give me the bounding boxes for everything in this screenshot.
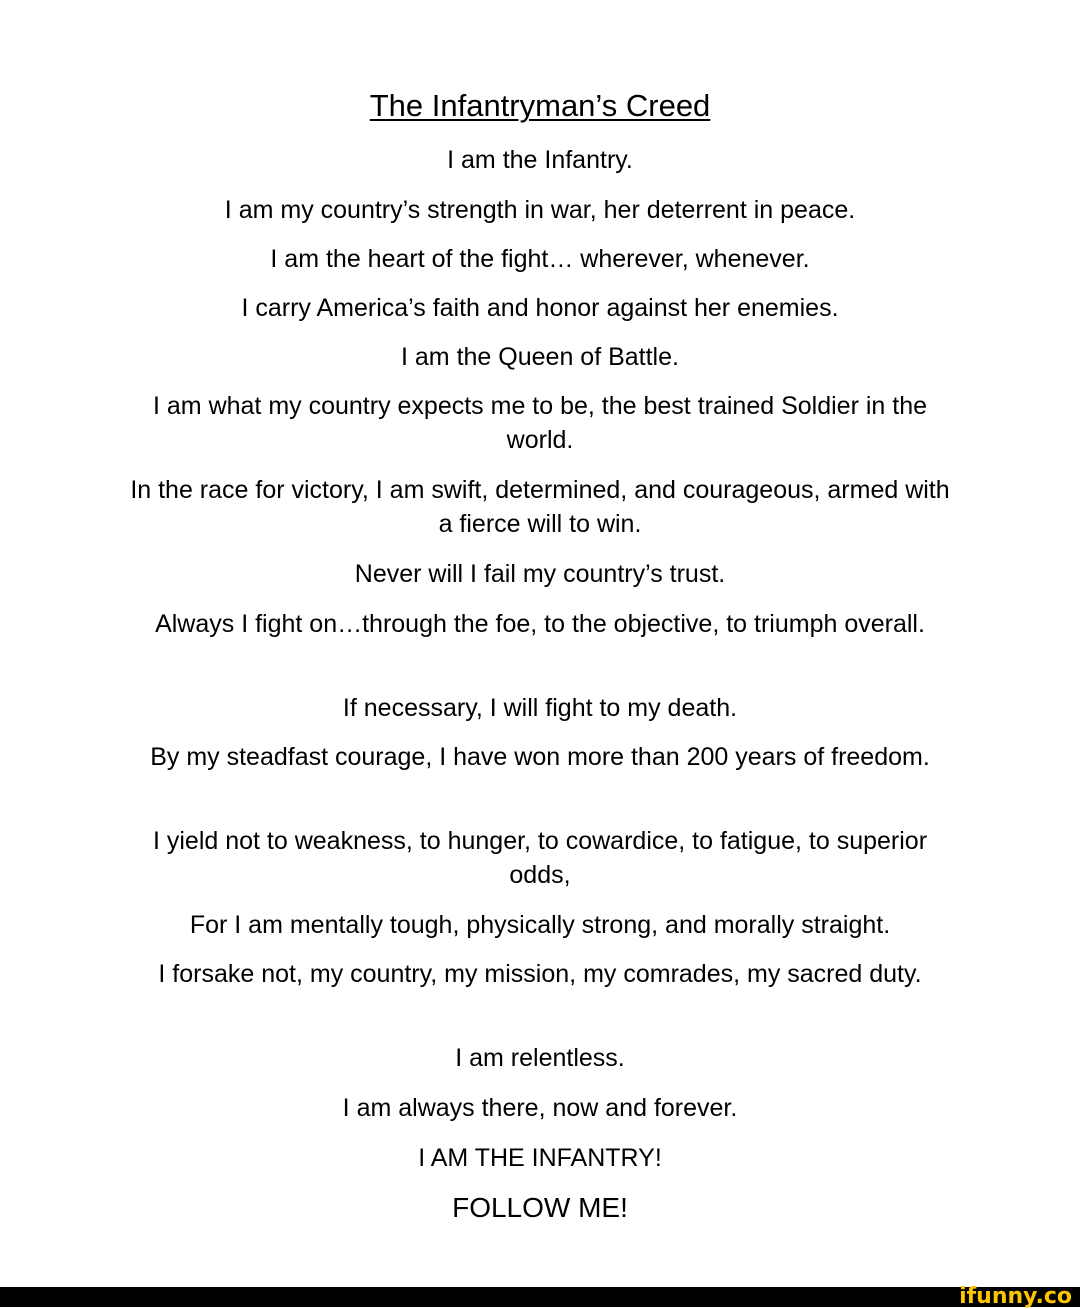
creed-line-11: By my steadfast courage, I have won more than 200 years of freedom.: [150, 743, 930, 771]
creed-line-6: I am what my country expects me to be, the best trained Soldier in the world.: [153, 392, 927, 454]
creed-line-12: I yield not to weakness, to hunger, to cowardice, to fatigue, to superior odds,: [152, 827, 928, 889]
page-title: The Infantryman’s Creed: [369, 88, 711, 123]
watermark-bar: [0, 1287, 1080, 1307]
creed-line-13: For I am mentally tough, physically strong, and morally straight.: [189, 911, 891, 939]
creed-line-15: I am relentless.: [455, 1044, 625, 1072]
creed-line-16: I am always there, now and forever.: [342, 1094, 738, 1122]
creed-line-17: I AM THE INFANTRY!: [418, 1144, 662, 1172]
creed-line-1: I am the Infantry.: [447, 146, 633, 174]
creed-line-3: I am the heart of the fight… wherever, whenever.: [270, 245, 810, 273]
creed-line-4: I carry America’s faith and honor against her enemies.: [241, 294, 839, 322]
creed-line-7: In the race for victory, I am swift, determined, and courageous, armed with a fierce will to win.: [130, 476, 950, 538]
creed-line-9: Always I fight on…through the foe, to the objective, to triumph overall.: [155, 610, 925, 638]
creed-line-10: If necessary, I will fight to my death.: [342, 694, 738, 722]
creed-line-2: I am my country’s strength in war, her deterrent in peace.: [224, 196, 856, 224]
creed-line-18: FOLLOW ME!: [452, 1192, 628, 1223]
creed-line-8: Never will I fail my country’s trust.: [354, 560, 726, 588]
ifunny-watermark: ifunny.co: [959, 1283, 1072, 1309]
creed-line-5: I am the Queen of Battle.: [401, 343, 679, 371]
creed-line-14: I forsake not, my country, my mission, my comrades, my sacred duty.: [158, 960, 922, 988]
